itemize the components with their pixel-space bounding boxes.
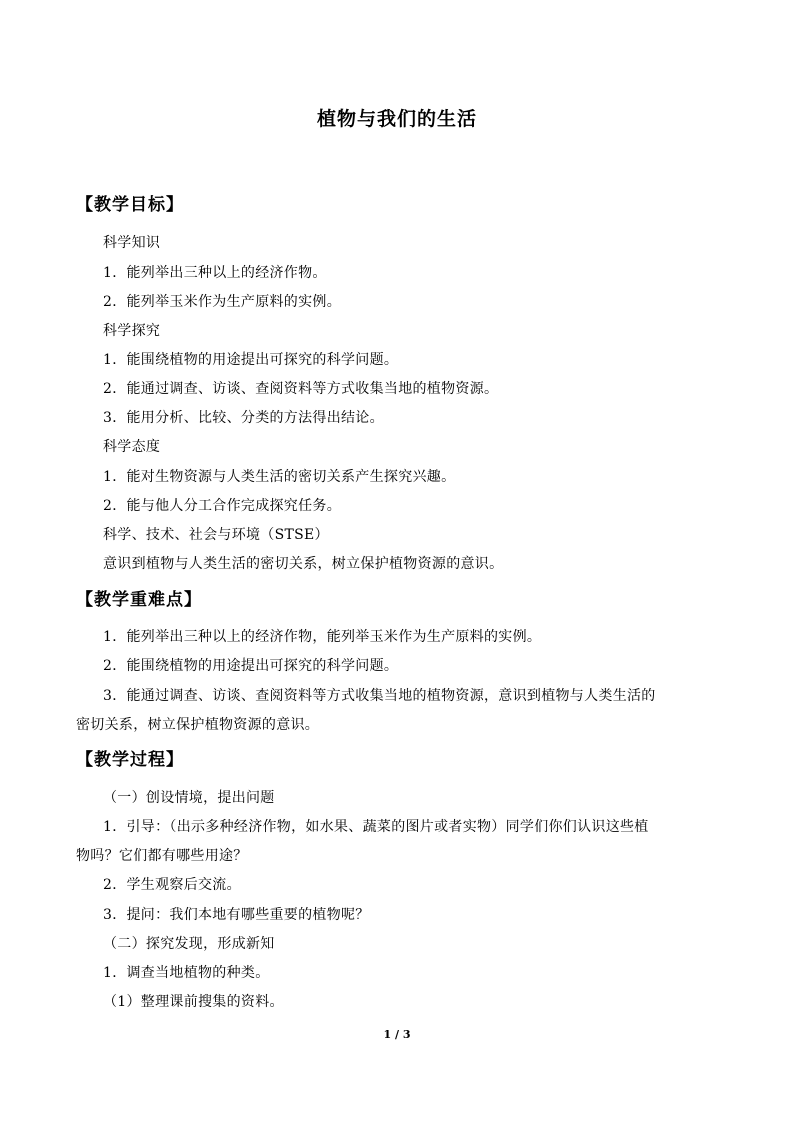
text-line: 2．能列举玉米作为生产原料的实例。 — [103, 294, 342, 310]
text-line: 物吗？它们都有哪些用途？ — [76, 848, 248, 864]
text-line: 2．学生观察后交流。 — [103, 877, 241, 893]
text-line: 1．引导：（出示多种经济作物，如水果、蔬菜的图片或者实物）同学们你们认识这些植 — [103, 819, 649, 835]
text-line: 2．能与他人分工合作完成探究任务。 — [103, 498, 342, 514]
text-line: 科学探究 — [103, 323, 161, 339]
text-line: 2．能通过调查、访谈、查阅资料等方式收集当地的植物资源。 — [103, 381, 499, 397]
text-line: 2．能围绕植物的用途提出可探究的科学问题。 — [103, 658, 399, 674]
text-line: 科学知识 — [103, 235, 161, 251]
text-line: 密切关系，树立保护植物资源的意识。 — [76, 717, 320, 733]
text-line: 1．能对生物资源与人类生活的密切关系产生探究兴趣。 — [103, 469, 456, 485]
page-title: 植物与我们的生活 — [316, 108, 477, 130]
text-line: 1．调查当地植物的种类。 — [103, 965, 270, 981]
text-line: 科学态度 — [103, 439, 161, 455]
text-line: 3．提问：我们本地有哪些重要的植物呢？ — [103, 907, 370, 923]
text-line: 1．能围绕植物的用途提出可探究的科学问题。 — [103, 352, 399, 368]
section-heading-process: 【教学过程】 — [76, 750, 184, 770]
text-line: 3．能通过调查、访谈、查阅资料等方式收集当地的植物资源，意识到植物与人类生活的 — [103, 688, 656, 704]
text-line: （一）创设情境，提出问题 — [103, 790, 275, 806]
text-line: 意识到植物与人类生活的密切关系，树立保护植物资源的意识。 — [103, 556, 504, 572]
text-line: 科学、技术、社会与环境（STSE） — [103, 527, 329, 543]
text-line: 1．能列举出三种以上的经济作物。 — [103, 265, 327, 281]
section-heading-keypoints: 【教学重难点】 — [76, 590, 202, 610]
section-heading-goals: 【教学目标】 — [76, 195, 184, 215]
text-line: （1）整理课前搜集的资料。 — [103, 994, 284, 1010]
page-number: 1 / 3 — [383, 1028, 411, 1041]
text-line: 1．能列举出三种以上的经济作物，能列举玉米作为生产原料的实例。 — [103, 629, 542, 645]
text-line: （二）探究发现，形成新知 — [103, 936, 275, 952]
text-line: 3．能用分析、比较、分类的方法得出结论。 — [103, 410, 384, 426]
